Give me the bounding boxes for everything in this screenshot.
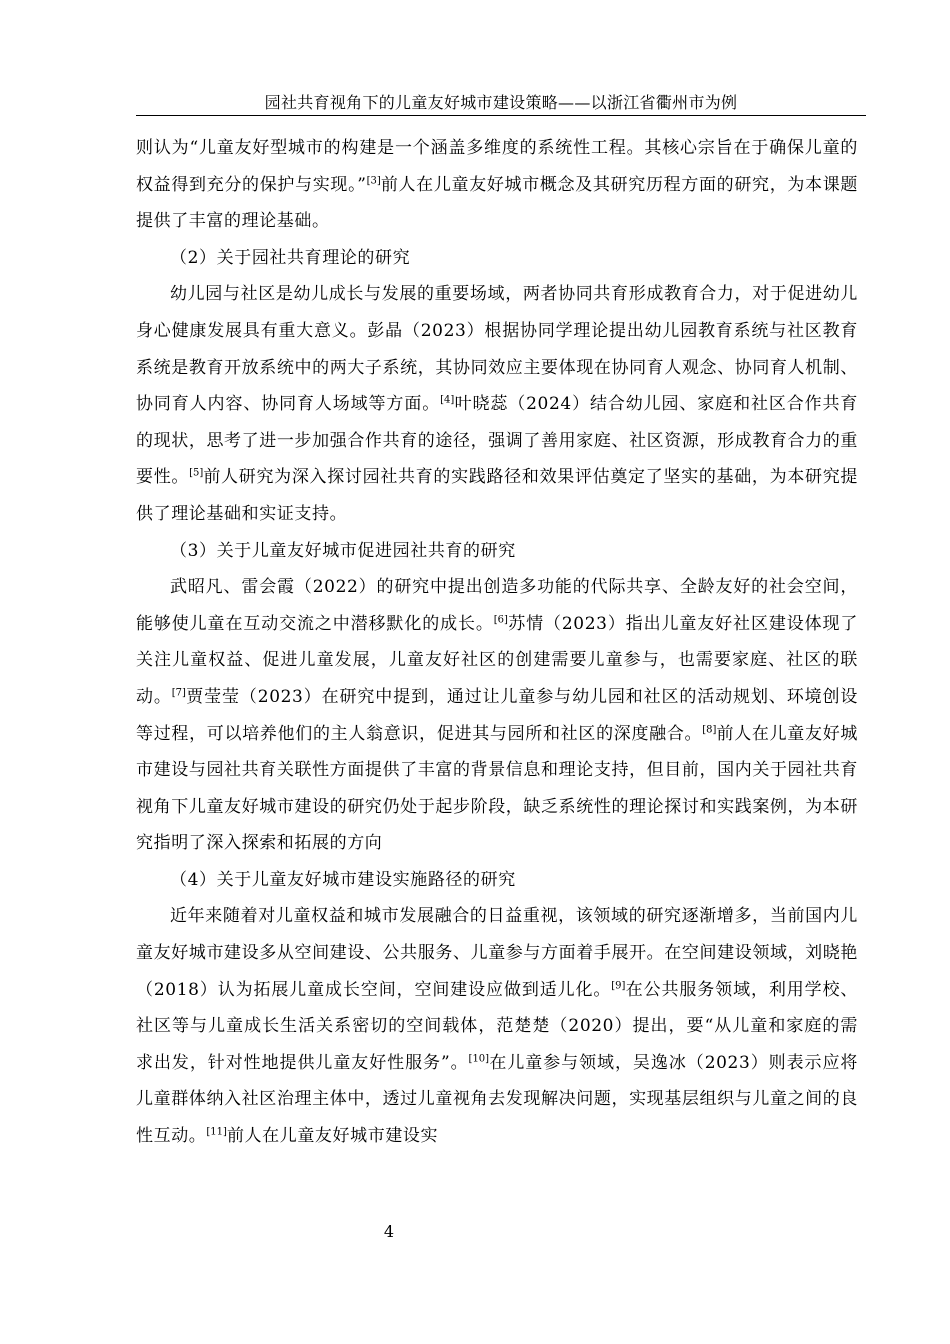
citation-ref: [11] bbox=[206, 1126, 227, 1138]
text-run: （3）关于儿童友好城市促进园社共育的研究 bbox=[170, 540, 516, 561]
text-run: 则认为“儿童友好型城市的构建是一个涵盖多维度的系统性工程。其核心宗旨在于确保儿童的权益得到充分的保护与实现。” bbox=[136, 138, 858, 195]
text-run: 前人研究为深入探讨园社共育的实践路径和效果评估奠定了坚实的基础，为本研究提供了理论基础和实证支持。 bbox=[136, 467, 858, 524]
citation-ref: [6] bbox=[493, 614, 508, 626]
text-run: 在儿童参与领域，吴逸冰（2023）则表示应将儿童群体纳入社区治理主体中，透过儿童视角去发现解决问题，实现基层组织与儿童之间的良性互动。 bbox=[136, 1052, 858, 1147]
text-run: 前人在儿童友好城市概念及其研究历程方面的研究，为本课题提供了丰富的理论基础。 bbox=[136, 174, 858, 232]
citation-ref: [10] bbox=[468, 1053, 490, 1065]
text-run: （4）关于儿童友好城市建设实施路径的研究 bbox=[170, 869, 516, 890]
citation-ref: [5] bbox=[189, 467, 204, 479]
document-body bbox=[136, 130, 858, 1155]
text-run: 在公共服务领域，利用学校、社区等与儿童成长生活关系密切的空间载体，范楚楚（2020）提出，要“从儿童和家庭的需求出发，针对性地提供儿童友好性服务”。 bbox=[136, 979, 858, 1073]
section-subheading bbox=[136, 862, 858, 899]
text-run: 贾莹莹（2023）在研究中提到，通过让儿童参与幼儿园和社区的活动规划、环境创设等过程，可以培养他们的主人翁意识，促进其与园所和社区的深度融合。 bbox=[136, 686, 858, 744]
paragraph-continuation bbox=[136, 130, 858, 240]
paragraph bbox=[136, 569, 858, 862]
text-run: 幼儿园与社区是幼儿成长与发展的重要场域，两者协同共育形成教育合力，对于促进幼儿身心健康发展具有重大意义。彭晶（2023）根据协同学理论提出幼儿园教育系统与社区教育系统是教育开放系统中的两大子系统，其协同效应主要体现在协同育人观念、协同育人机制、协同育人内容、协同育人场域等方面。 bbox=[136, 284, 858, 415]
citation-ref: [3] bbox=[366, 174, 381, 186]
text-run: 叶晓蕊（2024）结合幼儿园、家庭和社区合作共育的现状，思考了进一步加强合作共育的途径，强调了善用家庭、社区资源，形成教育合力的重要性。 bbox=[136, 394, 858, 488]
text-run: 苏情（2023）指出儿童友好社区建设体现了关注儿童权益、促进儿童发展，儿童友好社区的创建需要儿童参与，也需要家庭、社区的联动。 bbox=[136, 613, 858, 707]
citation-ref: [7] bbox=[171, 687, 186, 699]
text-run: 前人在儿童友好城市建设与园社共育关联性方面提供了丰富的背景信息和理论支持，但目前，国内关于园社共育视角下儿童友好城市建设的研究仍处于起步阶段，缺乏系统性的理论探讨和实践案例，为本研究指明了深入探索和拓展的方向 bbox=[136, 723, 858, 854]
text-run: 前人在儿童友好城市建设实 bbox=[226, 1126, 439, 1147]
citation-ref: [8] bbox=[702, 723, 717, 735]
running-header: 园社共育视角下的儿童友好城市建设策略——以浙江省衢州市为例 bbox=[264, 93, 738, 112]
text-run: 武昭凡、雷会霞（2022）的研究中提出创造多功能的代际共享、全龄友好的社会空间，能够使儿童在互动交流之中潜移默化的成长。 bbox=[136, 577, 858, 634]
page-number: 4 bbox=[383, 1222, 395, 1241]
section-subheading bbox=[136, 533, 858, 570]
paragraph bbox=[136, 898, 858, 1154]
section-subheading bbox=[136, 240, 858, 277]
paragraph bbox=[136, 276, 858, 532]
text-run: （2）关于园社共育理论的研究 bbox=[170, 247, 411, 268]
text-run: 近年来随着对儿童权益和城市发展融合的日益重视，该领域的研究逐渐增多，当前国内儿童友好城市建设多从空间建设、公共服务、儿童参与方面着手展开。在空间建设领域，刘晓艳（2018）认为拓展儿童成长空间，空间建设应做到适儿化。 bbox=[136, 906, 858, 1000]
header-rule bbox=[136, 115, 866, 116]
citation-ref: [4] bbox=[440, 394, 455, 406]
citation-ref: [9] bbox=[611, 980, 626, 991]
